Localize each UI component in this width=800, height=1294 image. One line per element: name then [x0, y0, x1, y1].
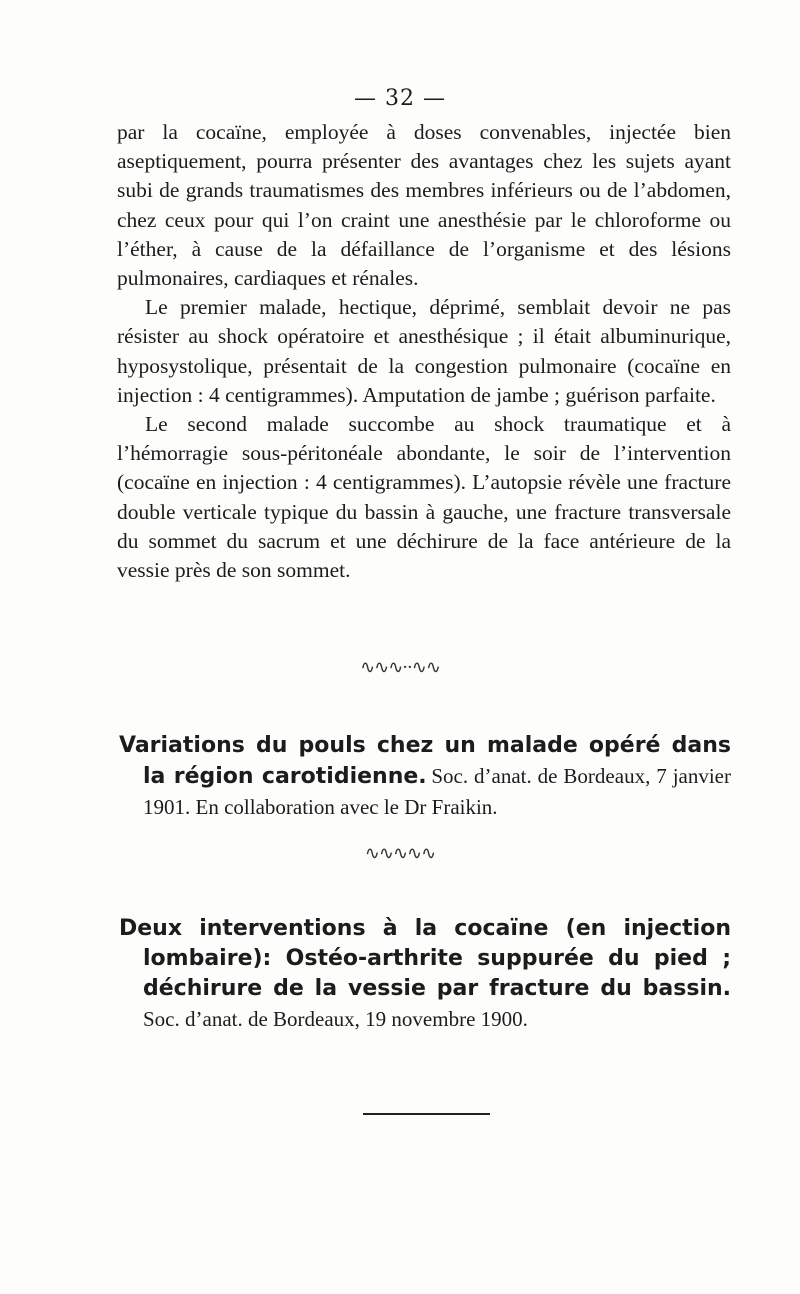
- entry-title: Variations du pouls chez un malade opéré dans la région carotidienne.: [119, 733, 731, 789]
- body-text: [117, 118, 731, 585]
- ornament-divider-1: ∿∿∿··∿∿: [360, 657, 440, 678]
- page-number: — 32 —: [354, 86, 446, 111]
- ornament-divider-2: ∿∿∿∿∿: [364, 843, 436, 864]
- end-rule: [363, 1113, 490, 1115]
- entry-title: Deux interventions à la cocaïne (en injection lombaire): Ostéo-arthrite suppurée du pied ; déchirure de la vessie par fracture du bassin.: [119, 916, 731, 1001]
- entry-details: Soc. d’anat. de Bordeaux, 7 janvier 1901. En collaboration avec le Dr Fraikin.: [143, 764, 731, 819]
- entry-details: Soc. d’anat. de Bordeaux, 19 novembre 1900.: [143, 1007, 528, 1031]
- paragraph-2: Le premier malade, hectique, déprimé, semblait devoir ne pas résister au shock opératoire et anesthésique ; il était albuminurique, hyposystolique, présentait de la congestion pulmonaire (cocaïne en injection : 4 centigrammes). Amputation de jambe ; guérison parfaite.: [117, 295, 731, 407]
- bibliography-entry-2: [119, 914, 731, 1034]
- paragraph-3: Le second malade succombe au shock traumatique et à l’hémorragie sous-péritonéale abondante, le soir de l’intervention (cocaïne en injection : 4 centigrammes). L’autopsie révèle une fracture double verticale typique du bassin à gauche, une fracture transversale du sommet du sacrum et une déchirure de la face antérieure de la vessie près de son sommet.: [117, 412, 731, 583]
- bibliography-entry-1: [119, 731, 731, 822]
- paragraph-1: par la cocaïne, employée à doses convenables, injectée bien aseptiquement, pourra présenter des avantages chez les sujets ayant subi de grands traumatismes des membres inférieurs ou de l’abdomen, chez ceux pour qui l’on craint une anesthésie par le chloroforme ou l’éther, à cause de la défaillance de l’organisme et des lésions pulmonaires, cardiaques et rénales.: [117, 120, 731, 291]
